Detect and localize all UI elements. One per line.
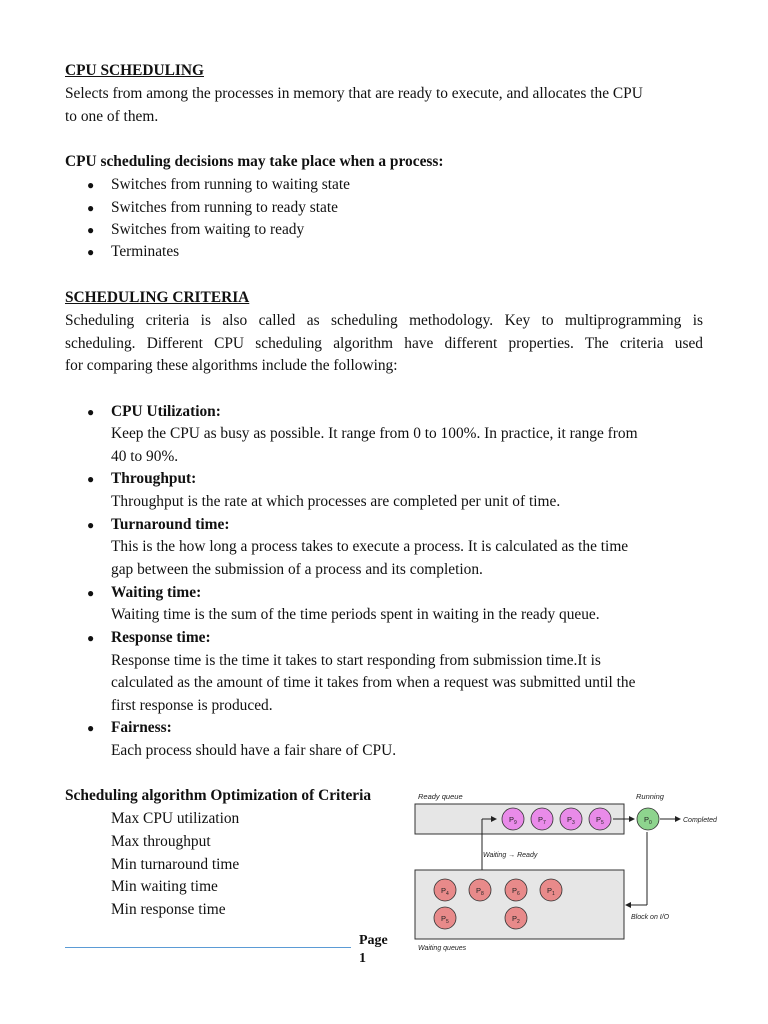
waiting-process-circle: [434, 907, 456, 929]
block-label: Block on I/O: [631, 914, 670, 921]
section-title-scheduling-criteria: SCHEDULING CRITERIA: [65, 289, 250, 306]
section-title-cpu-scheduling: CPU SCHEDULING: [65, 62, 204, 79]
running-process-circle: [637, 808, 659, 830]
waiting-process-circle: [505, 879, 527, 901]
svg-text:P2: $P_2$: [512, 914, 520, 925]
paragraph-line: to one of them.: [65, 108, 159, 125]
svg-text:P8: $P_8$: [476, 886, 484, 897]
bullet-icon: ●: [87, 178, 95, 192]
paragraph-line: scheduling. Different CPU scheduling algorithm have different properties. The criteria used: [65, 335, 703, 352]
waiting-process-circle: [505, 907, 527, 929]
paragraph-line: Selects from among the processes in memory that are ready to execute, and allocates the CPU: [65, 85, 643, 102]
ready-queue-label: Ready queue: [418, 792, 463, 801]
svg-text:P9: $P_9$: [509, 815, 517, 826]
page-number: Page 1: [359, 933, 388, 966]
bullet-icon: ●: [87, 201, 95, 215]
bullet-icon: ●: [87, 405, 95, 419]
svg-text:P4: $P_4$: [441, 886, 449, 897]
footer-rule: [65, 947, 351, 948]
criterion-desc: 40 to 90%.: [111, 448, 179, 465]
ready-process-circle: [502, 808, 524, 830]
svg-text:P5: $P_5$: [596, 815, 604, 826]
running-label: Running: [636, 792, 664, 801]
waiting-queues-label: Waiting queues: [418, 945, 467, 952]
bullet-icon: ●: [87, 223, 95, 237]
bullet-icon: ●: [87, 245, 95, 259]
criterion-desc: Each process should have a fair share of CPU.: [111, 742, 397, 759]
criterion-desc: Throughput is the rate at which processes are completed per unit of time.: [111, 493, 561, 510]
svg-text:P5: $P_5$: [441, 914, 449, 925]
paragraph-line: for comparing these algorithms include the following:: [65, 357, 398, 374]
criterion-desc: gap between the submission of a process and its completion.: [111, 561, 483, 578]
svg-text:P6: $P_6$: [512, 886, 520, 897]
bullet-icon: ●: [87, 472, 95, 486]
bullet-icon: ●: [87, 518, 95, 532]
waiting-to-ready-label: Waiting → Ready: [483, 852, 538, 859]
criterion-desc: calculated as the amount of time it takes from when a request was submitted until the: [111, 674, 636, 691]
waiting-process-circle: [469, 879, 491, 901]
svg-text:P1: $P_1$: [547, 886, 555, 897]
waiting-process-circle: [434, 879, 456, 901]
optimization-item: Min response time: [111, 901, 226, 918]
decision-heading: CPU scheduling decisions may take place when a process:: [65, 153, 444, 170]
optimization-item: Min waiting time: [111, 878, 218, 895]
svg-text:P3: $P_3$: [567, 815, 575, 826]
svg-text:P0: $P_0$: [644, 815, 652, 826]
ready-process-circle: [589, 808, 611, 830]
bullet-icon: ●: [87, 586, 95, 600]
completed-label: Completed: [683, 817, 717, 824]
running-process: [637, 808, 659, 830]
optimization-item: Min turnaround time: [111, 856, 240, 873]
paragraph-line: Scheduling criteria is also called as scheduling methodology. Key to multiprogramming is: [65, 312, 703, 329]
process-queue-diagram: [410, 785, 750, 960]
ready-process-circle: [560, 808, 582, 830]
criterion-desc: Keep the CPU as busy as possible. It range from 0 to 100%. In practice, it range from: [111, 425, 638, 442]
criterion-desc: This is the how long a process takes to execute a process. It is calculated as the time: [111, 538, 629, 555]
optimization-item: Max CPU utilization: [111, 810, 240, 827]
svg-text:P7: $P_7$: [538, 815, 546, 826]
criterion-desc: Waiting time is the sum of the time periods spent in waiting in the ready queue.: [111, 606, 600, 623]
criterion-desc: Response time is the time it takes to start responding from submission time.It is: [111, 652, 601, 669]
waiting-process-circle: [540, 879, 562, 901]
optimization-item: Max throughput: [111, 833, 211, 850]
ready-process-circle: [531, 808, 553, 830]
bullet-icon: ●: [87, 631, 95, 645]
bullet-icon: ●: [87, 721, 95, 735]
criterion-desc: first response is produced.: [111, 697, 273, 714]
optimization-heading: Scheduling algorithm Optimization of Criteria: [65, 787, 372, 804]
